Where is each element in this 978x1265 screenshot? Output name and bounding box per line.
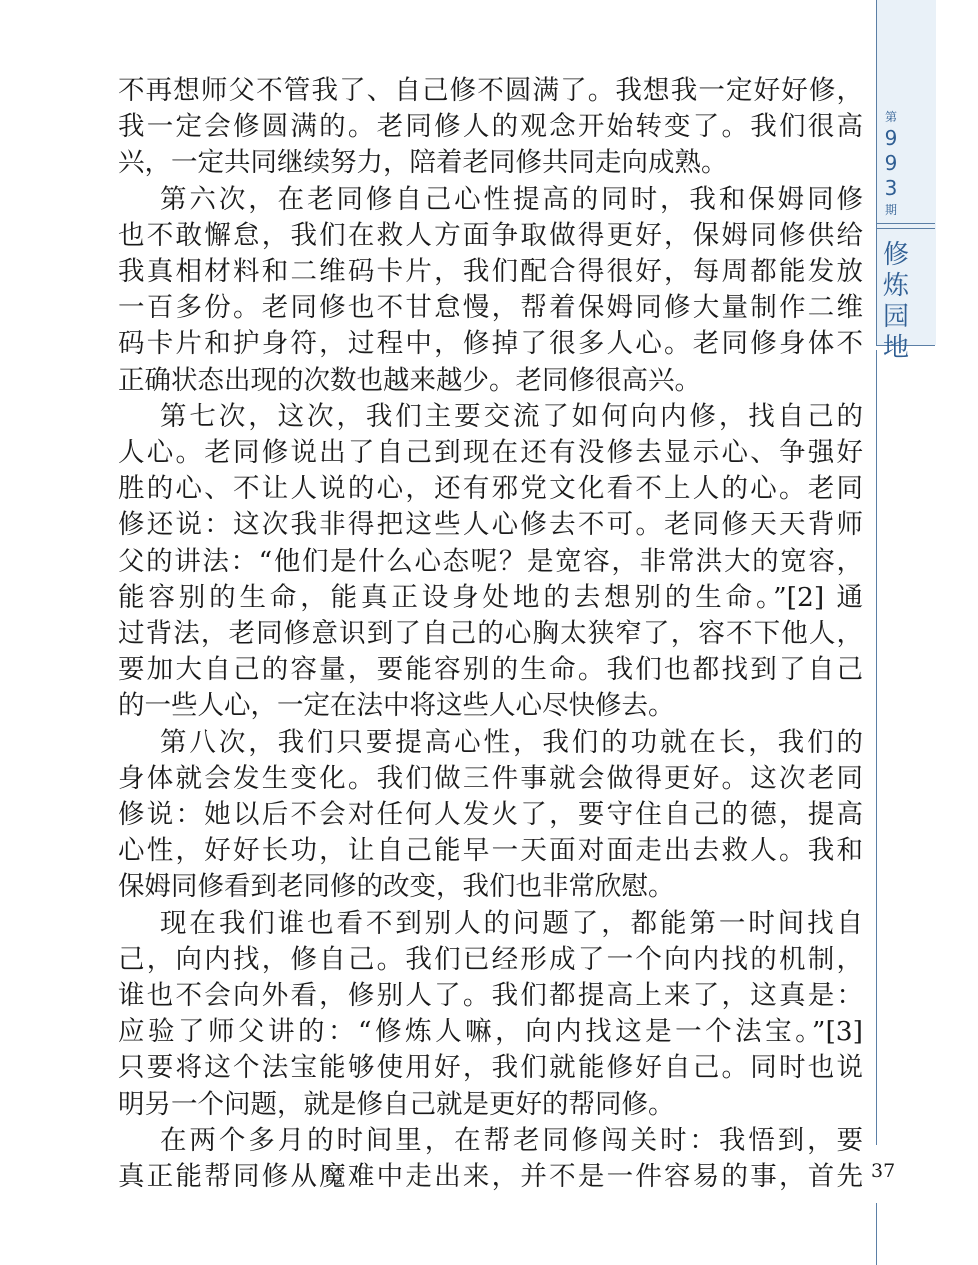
text-line: 一百多份。老同修也不甘怠慢，帮着保姆同修大量制作二维 bbox=[118, 292, 863, 324]
issue-digit: 3 bbox=[884, 176, 898, 200]
margin-rule-middle bbox=[876, 350, 877, 1145]
text-line: 正确状态出现的次数也越来越少。老同修很高兴。 bbox=[118, 364, 701, 396]
text-line: 第七次，这次，我们主要交流了如何向内修，找自己的 bbox=[160, 400, 863, 432]
text-line: 保姆同修看到老同修的改变，我们也非常欣慰。 bbox=[118, 871, 675, 903]
text-line: 不再想师父不管我了、自己修不圆满了。我想我一定好好修， bbox=[118, 75, 863, 106]
column-title-char: 修 bbox=[882, 240, 909, 270]
text-line: 应验了师父讲的：“修炼人嘛，向内找这是一个法宝。”[3] bbox=[118, 1016, 863, 1048]
text-line: 己，向内找，修自己。我们已经形成了一个向内找的机制， bbox=[118, 943, 863, 975]
text-line: 心性，好好长功，让自己能早一天面对面走出去救人。我和 bbox=[118, 835, 863, 867]
issue-digit: 9 bbox=[884, 151, 898, 175]
text-line: 码卡片和护身符，过程中，修掉了很多人心。老同修身体不 bbox=[118, 328, 863, 360]
text-line: 修说：她以后不会对任何人发火了，要守住自己的德，提高 bbox=[118, 799, 863, 831]
column-title bbox=[876, 240, 916, 364]
text-line: 明另一个问题，就是修自己就是更好的帮同修。 bbox=[118, 1088, 675, 1120]
text-line: 兴，一定共同继续努力，陪着老同修共同走向成熟。 bbox=[118, 147, 728, 179]
text-line: 人心。老同修说出了自己到现在还有没修去显示心、争强好 bbox=[118, 437, 863, 469]
text-line: 过背法，老同修意识到了自己的心胸太狭窄了，容不下他人， bbox=[118, 618, 863, 650]
text-line: 也不敢懈怠，我们在救人方面争取做得更好，保姆同修供给 bbox=[118, 219, 863, 251]
text-line: 我真相材料和二维码卡片，我们配合得很好，每周都能发放 bbox=[118, 256, 863, 288]
article-body bbox=[118, 73, 863, 1195]
text-line: 的一些人心，一定在法中将这些人心尽快修去。 bbox=[118, 690, 675, 722]
column-title-char: 地 bbox=[882, 333, 909, 363]
text-line: 我一定会修圆满的。老同修人的观念开始转变了。我们很高 bbox=[118, 111, 863, 143]
text-line: 现在我们谁也看不到别人的问题了，都能第一时间找自 bbox=[160, 907, 863, 939]
text-line: 在两个多月的时间里，在帮老同修闯关时：我悟到，要 bbox=[160, 1124, 863, 1156]
issue-number bbox=[876, 108, 906, 219]
text-line: 第六次，在老同修自己心性提高的同时，我和保姆同修 bbox=[160, 183, 863, 215]
text-line: 修还说：这次我非得把这些人心修去不可。老同修天天背师 bbox=[118, 509, 863, 541]
text-line: 只要将这个法宝能够使用好，我们就能修好自己。同时也说 bbox=[118, 1052, 863, 1084]
text-line: 要加大自己的容量，要能容别的生命。我们也都找到了自己 bbox=[118, 654, 863, 686]
text-line: 能容别的生命，能真正设身处地的去想别的生命。”[2] 通 bbox=[118, 581, 863, 613]
text-line: 谁也不会向外看，修别人了。我们都提高上来了，这真是： bbox=[118, 980, 863, 1012]
text-line: 父的讲法：“他们是什么心态呢？是宽容，非常洪大的宽容， bbox=[118, 545, 863, 577]
issue-prefix: 第 bbox=[884, 110, 897, 124]
column-title-char: 炼 bbox=[882, 271, 909, 301]
issue-suffix: 期 bbox=[884, 203, 897, 217]
column-title-char: 园 bbox=[882, 302, 909, 332]
sidebar-divider-1 bbox=[876, 223, 935, 224]
text-line: 第八次，我们只要提高心性，我们的功就在长，我们的 bbox=[160, 726, 863, 758]
margin-rule-bottom bbox=[876, 1203, 877, 1265]
text-line: 真正能帮同修从魔难中走出来，并不是一件容易的事，首先 bbox=[118, 1161, 863, 1193]
sidebar-divider-2 bbox=[876, 228, 935, 229]
page-number: 37 bbox=[871, 1160, 896, 1182]
issue-digit: 9 bbox=[884, 126, 898, 150]
text-line: 胜的心、不让人说的心，还有邪党文化看不上人的心。老同 bbox=[118, 473, 863, 505]
text-line: 身体就会发生变化。我们做三件事就会做得更好。这次老同 bbox=[118, 762, 863, 794]
